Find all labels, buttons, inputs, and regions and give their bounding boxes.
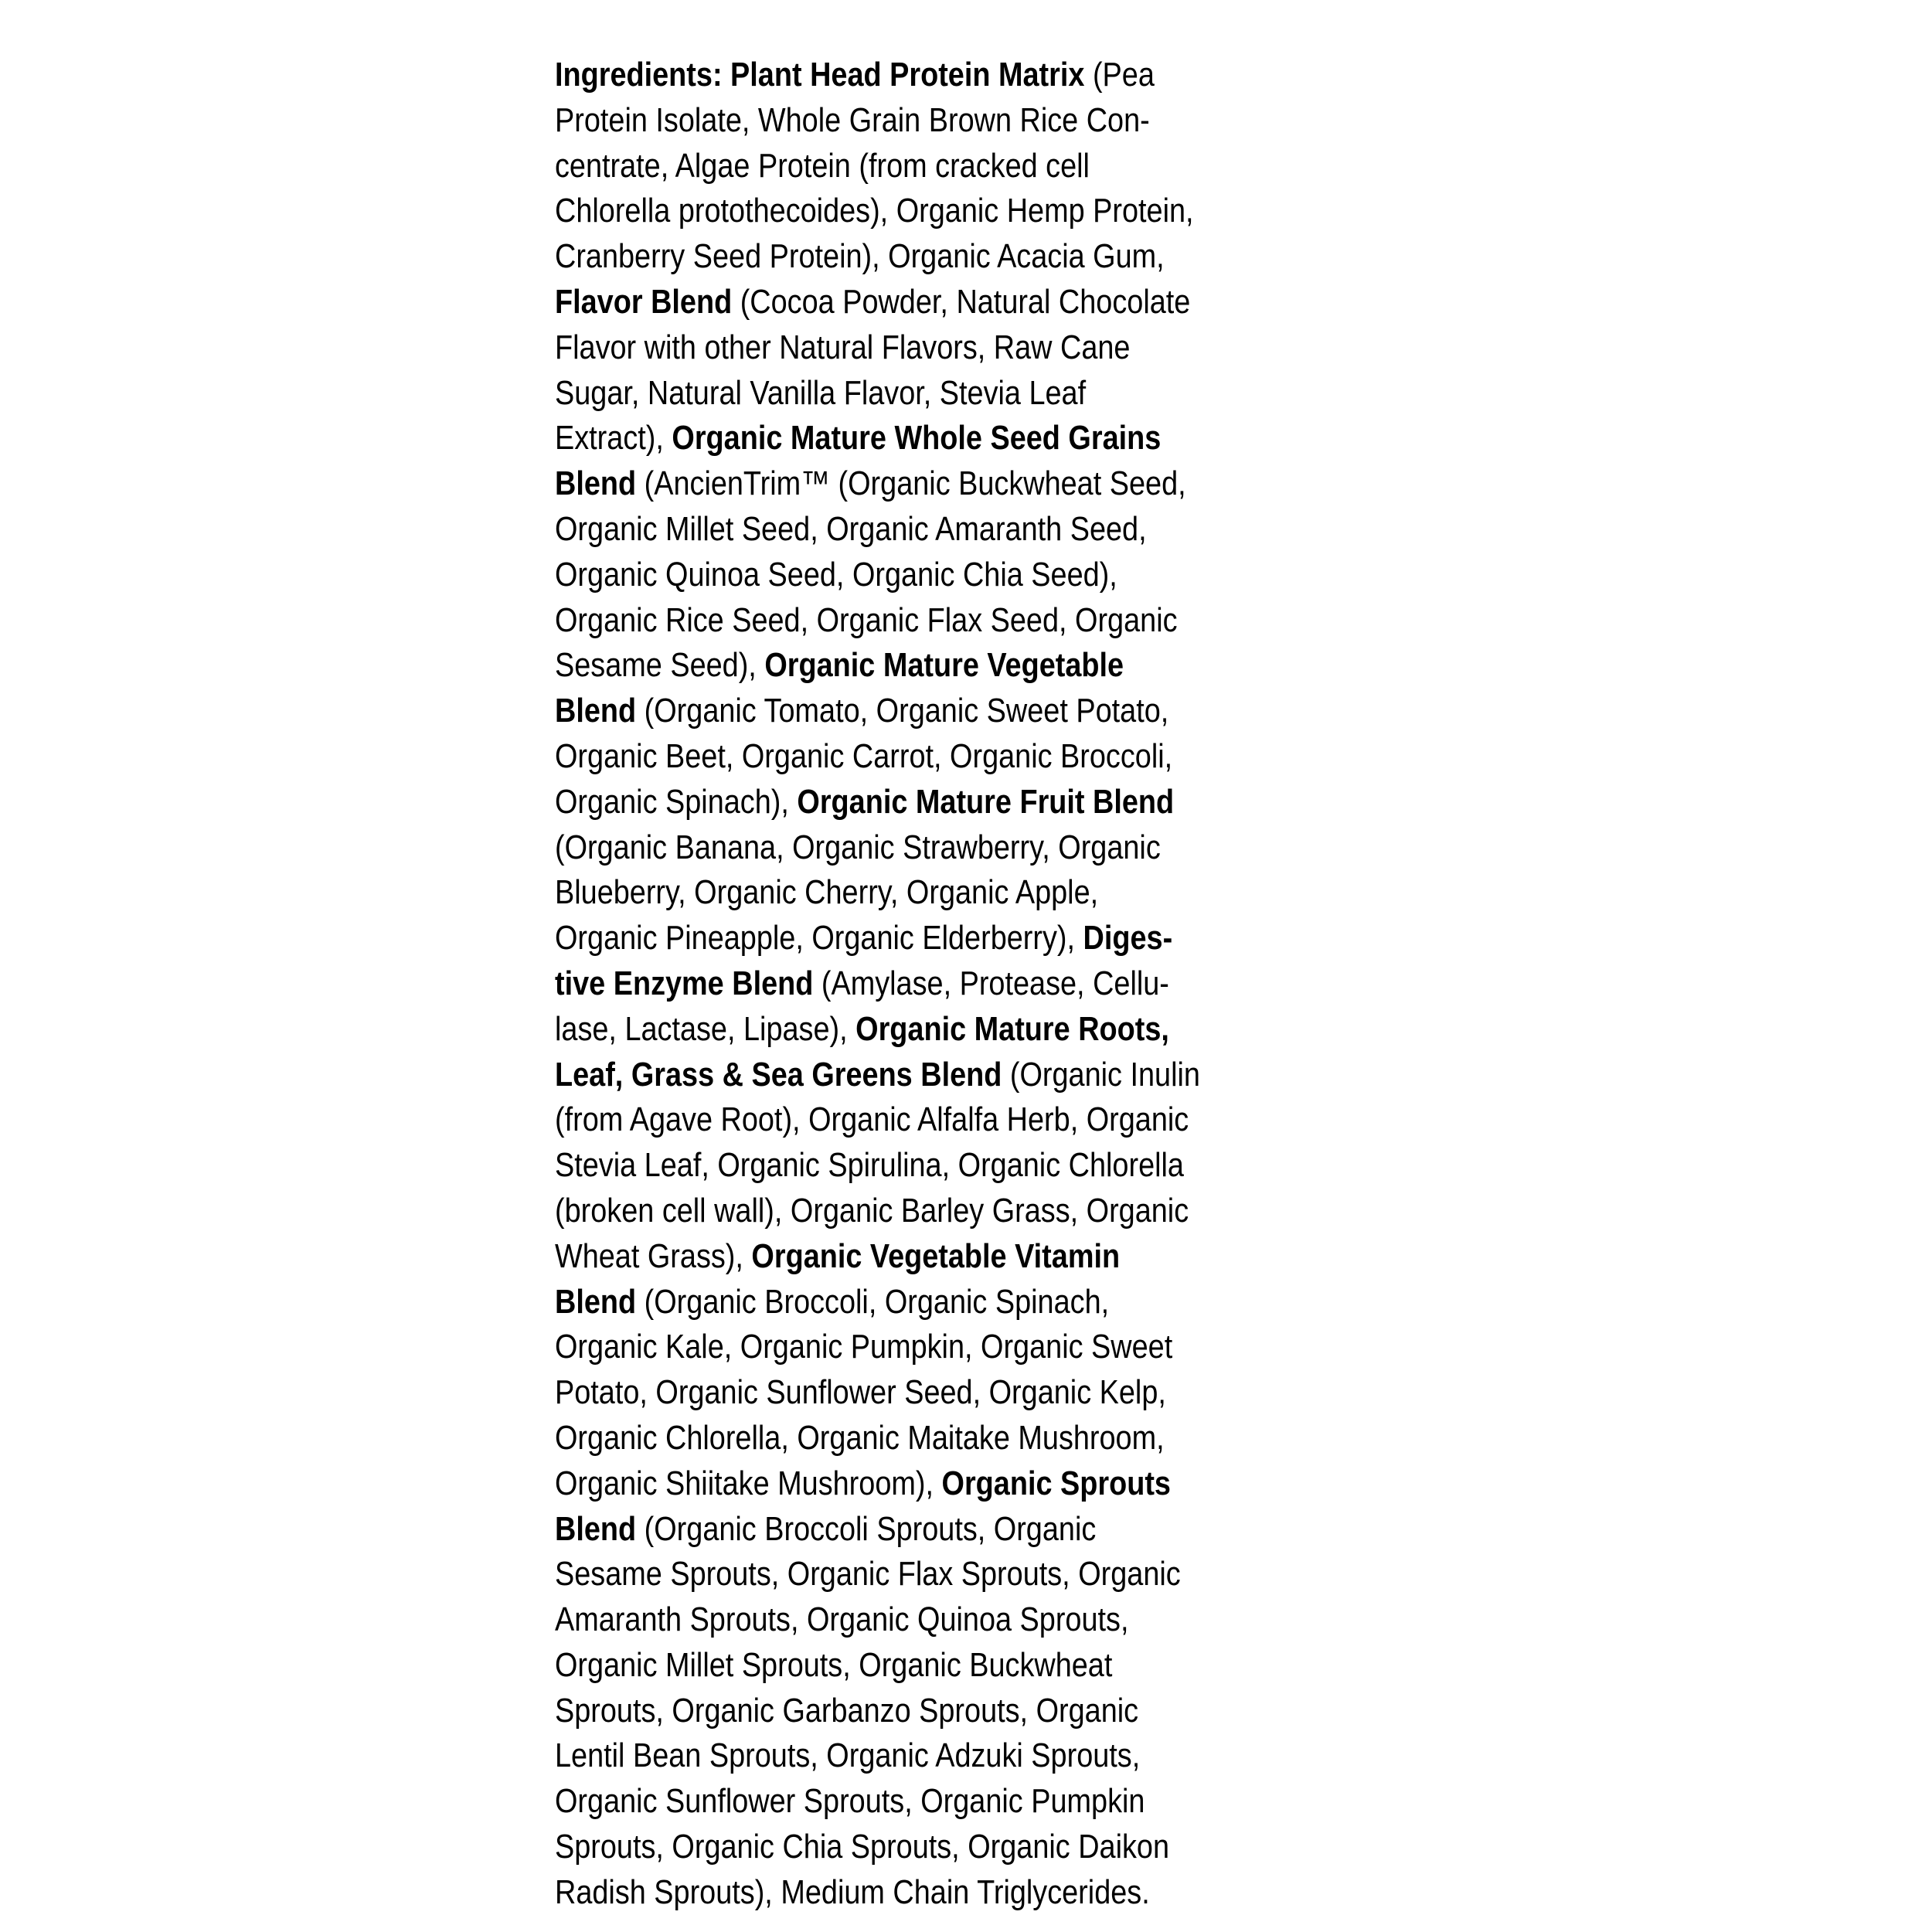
ingredients-line bbox=[555, 825, 1279, 871]
ingredient-text: Potato, Organic Sunflower Seed, Organic Kelp, bbox=[555, 1373, 1166, 1412]
ingredient-heading: Blend bbox=[555, 1282, 637, 1321]
ingredient-text: Organic Pineapple, Organic Elderberry), bbox=[555, 919, 1083, 957]
ingredient-text: Wheat Grass), bbox=[555, 1236, 752, 1275]
ingredients-line bbox=[555, 780, 1279, 825]
ingredients-line bbox=[555, 416, 1279, 461]
ingredients-line bbox=[555, 734, 1279, 780]
ingredients-line bbox=[555, 1416, 1279, 1461]
ingredient-text: (from Agave Root), Organic Alfalfa Herb, Organic bbox=[555, 1100, 1189, 1139]
ingredients-line bbox=[555, 1825, 1279, 1870]
ingredients-line bbox=[555, 1053, 1279, 1098]
ingredient-text: Organic Quinoa Seed, Organic Chia Seed), bbox=[555, 555, 1117, 594]
ingredients-line bbox=[555, 1143, 1279, 1189]
ingredients-line bbox=[555, 507, 1279, 553]
ingredient-heading: Leaf, Grass & Sea Greens Blend bbox=[555, 1055, 1002, 1094]
ingredients-line bbox=[555, 144, 1279, 189]
ingredients-line bbox=[555, 689, 1279, 734]
ingredients-line bbox=[555, 1280, 1279, 1325]
ingredient-text: Protein Isolate, Whole Grain Brown Rice Con- bbox=[555, 100, 1150, 139]
ingredients-line bbox=[555, 961, 1279, 1007]
ingredient-text: Sesame Sprouts, Organic Flax Sprouts, Organic bbox=[555, 1555, 1181, 1594]
ingredient-text: Organic Sunflower Sprouts, Organic Pumpkin bbox=[555, 1782, 1145, 1821]
ingredient-text: (Organic Banana, Organic Strawberry, Organic bbox=[555, 828, 1161, 866]
ingredients-line bbox=[555, 916, 1279, 961]
ingredient-text: Flavor with other Natural Flavors, Raw Cane bbox=[555, 328, 1131, 366]
ingredients-line bbox=[555, 1689, 1279, 1734]
ingredient-text: Sugar, Natural Vanilla Flavor, Stevia Leaf bbox=[555, 373, 1087, 412]
ingredient-text: Blueberry, Organic Cherry, Organic Apple, bbox=[555, 873, 1099, 912]
ingredients-line bbox=[555, 1097, 1279, 1143]
ingredient-heading: Ingredients: Plant Head Protein Matrix bbox=[555, 56, 1085, 94]
ingredient-heading: Blend bbox=[555, 464, 637, 503]
ingredients-line bbox=[555, 1643, 1279, 1689]
ingredients-line bbox=[555, 1461, 1279, 1507]
ingredients-line bbox=[555, 1870, 1279, 1916]
ingredient-text: Organic Shiitake Mushroom), bbox=[555, 1464, 942, 1502]
ingredients-line bbox=[555, 1733, 1279, 1779]
ingredient-heading: Diges- bbox=[1083, 919, 1173, 957]
ingredient-text: (Pea bbox=[1084, 56, 1155, 94]
ingredient-text: Organic Millet Sprouts, Organic Buckwheat bbox=[555, 1645, 1113, 1684]
ingredients-line bbox=[555, 1552, 1279, 1597]
ingredients-line bbox=[555, 598, 1279, 644]
ingredient-heading: Organic Mature Roots, bbox=[855, 1009, 1169, 1048]
ingredient-text: Lentil Bean Sprouts, Organic Adzuki Sprouts, bbox=[555, 1736, 1141, 1775]
ingredients-line bbox=[555, 1779, 1279, 1825]
ingredient-text: Organic Kale, Organic Pumpkin, Organic Sweet bbox=[555, 1328, 1173, 1366]
ingredient-text: Organic Spinach), bbox=[555, 782, 798, 821]
ingredients-line bbox=[555, 1597, 1279, 1643]
ingredient-heading: Organic Mature Whole Seed Grains bbox=[672, 419, 1162, 457]
ingredient-text: Organic Beet, Organic Carrot, Organic Broccoli, bbox=[555, 736, 1173, 775]
ingredient-heading: Organic Mature Vegetable bbox=[764, 646, 1124, 685]
ingredient-heading: Organic Sprouts bbox=[941, 1464, 1171, 1502]
ingredient-text: Stevia Leaf, Organic Spirulina, Organic Chlorella bbox=[555, 1146, 1184, 1185]
ingredient-text: (Organic Broccoli, Organic Spinach, bbox=[636, 1282, 1110, 1321]
ingredients-line bbox=[555, 870, 1279, 916]
ingredients-line bbox=[555, 1189, 1279, 1234]
ingredients-line bbox=[555, 98, 1279, 144]
ingredient-text: Amaranth Sprouts, Organic Quinoa Sprouts, bbox=[555, 1600, 1129, 1639]
ingredient-text: Sprouts, Organic Garbanzo Sprouts, Organic bbox=[555, 1691, 1139, 1730]
ingredients-line bbox=[555, 461, 1279, 507]
ingredients-text-block bbox=[555, 53, 1279, 1916]
ingredients-line bbox=[555, 553, 1279, 598]
ingredient-text: Organic Rice Seed, Organic Flax Seed, Organic bbox=[555, 600, 1178, 639]
ingredients-line bbox=[555, 1507, 1279, 1553]
ingredient-text: Sprouts, Organic Chia Sprouts, Organic Daikon bbox=[555, 1828, 1170, 1866]
ingredient-heading: Organic Mature Fruit Blend bbox=[797, 782, 1175, 821]
ingredient-text: Organic Millet Seed, Organic Amaranth Seed, bbox=[555, 509, 1147, 548]
ingredient-text: (Organic Inulin bbox=[1002, 1055, 1200, 1094]
ingredients-line bbox=[555, 325, 1279, 371]
ingredient-text: Chlorella protothecoides), Organic Hemp Protein, bbox=[555, 192, 1194, 230]
ingredient-text: (broken cell wall), Organic Barley Grass, Organic bbox=[555, 1191, 1189, 1230]
ingredients-line bbox=[555, 189, 1279, 234]
ingredient-text: (Amylase, Protease, Cellu- bbox=[813, 964, 1169, 1002]
ingredient-text: lase, Lactase, Lipase), bbox=[555, 1009, 856, 1048]
ingredient-text: Organic Chlorella, Organic Maitake Mushroom, bbox=[555, 1418, 1165, 1457]
ingredients-line bbox=[555, 280, 1279, 325]
ingredient-heading: Flavor Blend bbox=[555, 282, 733, 321]
ingredient-heading: Blend bbox=[555, 1509, 637, 1548]
ingredient-text: Cranberry Seed Protein), Organic Acacia Gum, bbox=[555, 237, 1165, 276]
ingredient-heading: Blend bbox=[555, 692, 637, 730]
ingredients-line bbox=[555, 1370, 1279, 1416]
ingredients-line bbox=[555, 1007, 1279, 1053]
ingredient-heading: tive Enzyme Blend bbox=[555, 964, 814, 1002]
ingredients-line bbox=[555, 1234, 1279, 1280]
ingredients-line bbox=[555, 234, 1279, 280]
ingredient-text: Extract), bbox=[555, 419, 672, 457]
ingredients-line bbox=[555, 53, 1279, 98]
ingredient-text: (Cocoa Powder, Natural Chocolate bbox=[732, 282, 1191, 321]
ingredient-text: (Organic Tomato, Organic Sweet Potato, bbox=[636, 692, 1169, 730]
ingredient-text: Sesame Seed), bbox=[555, 646, 765, 685]
ingredient-text: centrate, Algae Protein (from cracked cell bbox=[555, 146, 1090, 185]
ingredients-line bbox=[555, 1325, 1279, 1370]
ingredients-line bbox=[555, 643, 1279, 689]
ingredient-text: (Organic Broccoli Sprouts, Organic bbox=[636, 1509, 1097, 1548]
ingredient-text: (AncienTrim™ (Organic Buckwheat Seed, bbox=[636, 464, 1186, 503]
ingredient-text: Radish Sprouts), Medium Chain Triglycerides. bbox=[555, 1872, 1150, 1911]
ingredient-heading: Organic Vegetable Vitamin bbox=[751, 1236, 1121, 1275]
ingredients-line bbox=[555, 371, 1279, 417]
